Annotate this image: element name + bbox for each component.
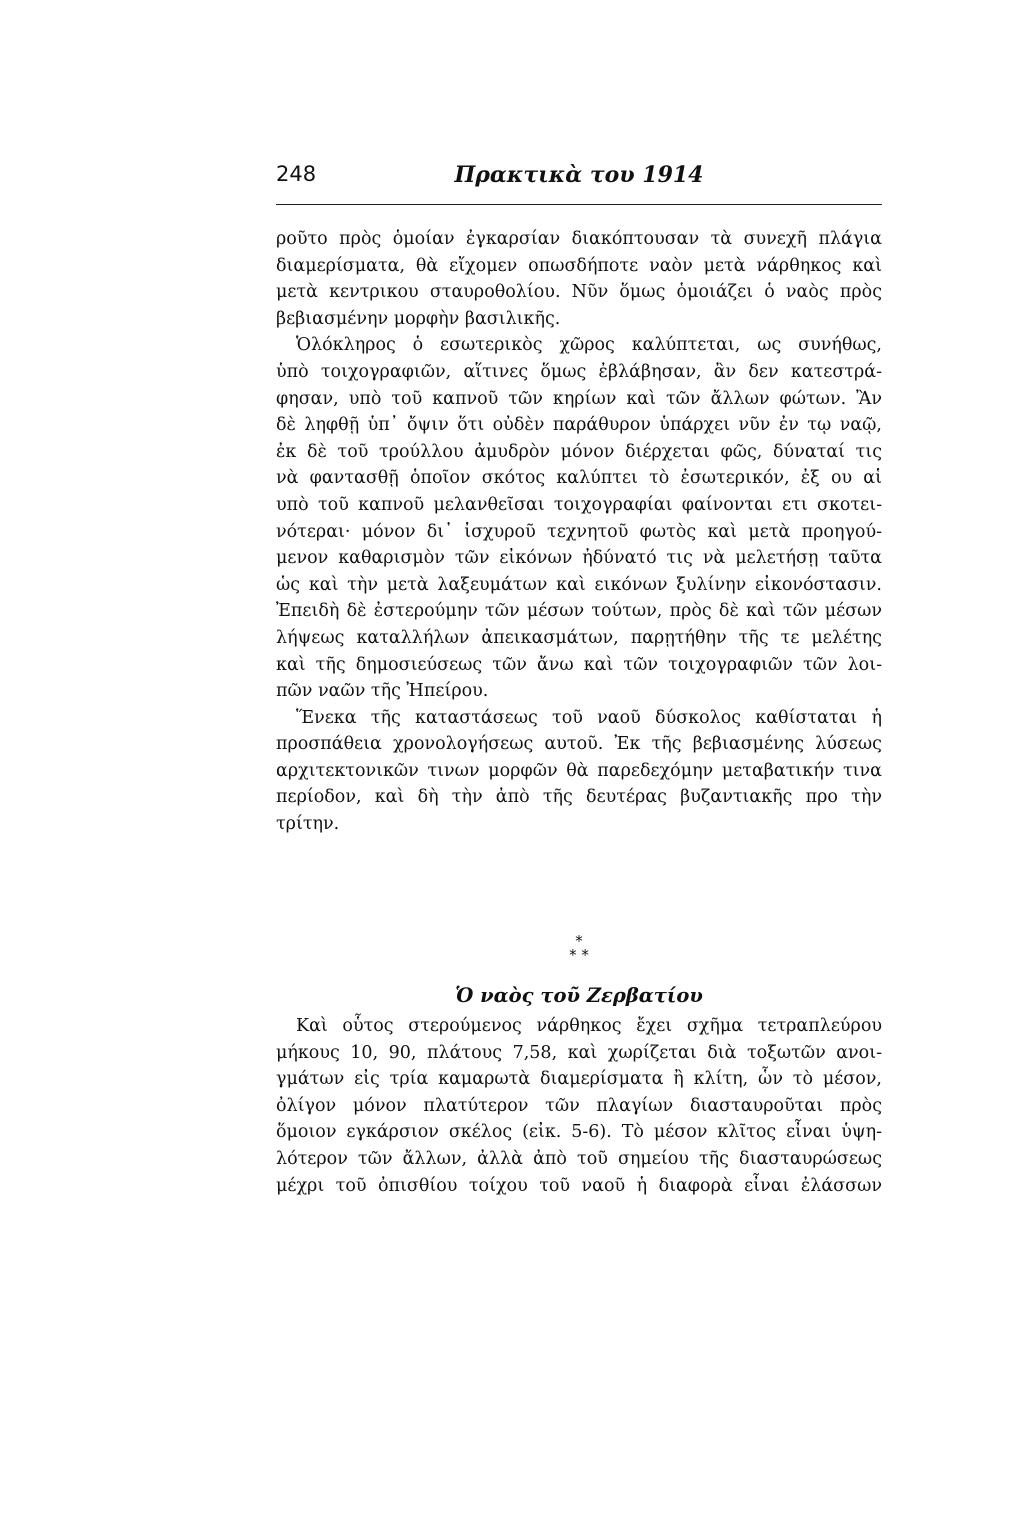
text-line: ὀλίγον μόνον πλατύτερον τῶν πλαγίων διασταυροῦται πρὸς xyxy=(276,1095,882,1116)
text-line: βεβιασμένην μορφὴν βασιλικῆς. xyxy=(276,308,561,329)
text-line: Καὶ οὗτος στερούμενος νάρθηκος ἔχει σχῆμα τετραπλεύρου xyxy=(296,1016,882,1036)
text-line: ὅμοιον εγκάρσιον σκέλος (εἰκ. 5-6). Τὸ μέσον κλῖτος εἶναι ὑψη- xyxy=(276,1122,882,1143)
separator-star-top: * xyxy=(575,932,583,950)
page-header xyxy=(276,162,882,198)
text-line: γμάτων εἰς τρία καμαρωτὰ διαμερίσματα ἢ κλίτη, ὧν τὸ μέσον, xyxy=(276,1069,882,1090)
text-line: αρχιτεκτονικῶν τινων μορφῶν θὰ παρεδεχόμην μεταβατικήν τινα xyxy=(276,760,882,781)
body-text xyxy=(276,226,882,838)
page-number: 248 xyxy=(276,162,317,186)
text-line: φησαν, υπὸ τοῦ καπνοῦ τῶν κηρίων καὶ τῶν ἄλλων φώτων. Ἂν xyxy=(276,388,882,409)
header-rule xyxy=(276,204,882,205)
text-line: καὶ τῆς δημοσιεύσεως τῶν ἄνω καὶ τῶν τοιχογραφιῶν τῶν λοι- xyxy=(276,654,882,675)
text-line: υπὸ τοῦ καπνοῦ μελανθεῖσαι τοιχογραφίαι φαίνονται ετι σκοτει- xyxy=(276,494,882,515)
text-line: δὲ ληφθῇ ὑπ᾿ ὄψιν ὅτι οὐδὲν παράθυρον ὑπάρχει νῦν ἐν τῳ ναῷ, xyxy=(276,415,882,436)
text-line: μετὰ κεντρικου σταυροθολίου. Νῦν ὅμως ὁμοιάζει ὁ ναὸς πρὸς xyxy=(276,282,882,303)
separator-stars-bottom: * * xyxy=(569,946,589,964)
text-line: λήψεως καταλλήλων ἀπεικασμάτων, παρῃτήθην τῆς τε μελέτης xyxy=(276,627,882,648)
text-line: μήκους 10, 90, πλάτους 7,58, καὶ χωρίζεται διὰ τοξωτῶν ανοι- xyxy=(276,1042,882,1063)
text-line: μενον καθαρισμὸν τῶν εἰκόνων ἠδύνατό τις νὰ μελετήσῃ ταῦτα xyxy=(276,548,882,569)
text-line: μέχρι τοῦ ὀπισθίου τοίχου τοῦ ναοῦ ἡ διαφορὰ εἶναι ἐλάσσων xyxy=(276,1175,882,1196)
text-line: προσπάθεια χρονολογήσεως αυτοῦ. Ἐκ τῆς βεβιασμένης λύσεως xyxy=(276,734,882,755)
text-line: τρίτην. xyxy=(276,814,340,835)
text-line: ὑπὸ τοιχογραφιῶν, αἵτινες ὅμως ἐβλάβησαν, ἂν δεν κατεστρά- xyxy=(276,361,882,382)
text-line: νὰ φαντασθῇ ὁποῖον σκότος καλύπτει τὸ ἐσωτερικόν, ἐξ ου αἱ xyxy=(276,468,882,489)
text-line: ὡς καὶ τὴν μετὰ λαξευμάτων καὶ εικόνων ξυλίνην εἰκονόστασιν. xyxy=(276,574,882,595)
text-line: ροῦτο πρὸς ὁμοίαν ἐγκαρσίαν διακόπτουσαν τὰ συνεχῆ πλάγια xyxy=(276,229,882,249)
text-line: Ἕνεκα τῆς καταστάσεως τοῦ ναοῦ δύσκολος καθίσταται ἡ xyxy=(296,707,882,728)
section-title: Ὁ ναὸς τοῦ Ζερβατίου xyxy=(455,984,703,1007)
text-line: πῶν ναῶν τῆς Ἠπείρου. xyxy=(276,681,489,702)
running-title: Πρακτικὰ του 1914 xyxy=(454,162,704,188)
text-line: ἐκ δὲ τοῦ τρούλλου ἀμυδρὸν μόνον διέρχεται φῶς, δύναταί τις xyxy=(276,441,882,462)
text-line: Ἐπειδὴ δὲ ἐστερούμην τῶν μέσων τούτων, πρὸς δὲ καὶ τῶν μέσων xyxy=(276,601,882,622)
text-line: νότεραι· μόνον δι᾿ ἰσχυροῦ τεχνητοῦ φωτὸς καὶ μετὰ προηγού- xyxy=(276,521,882,542)
section-separator xyxy=(276,934,882,962)
section-body-text xyxy=(276,1013,882,1199)
text-line: Ὁλόκληρος ὁ εσωτερικὸς χῶρος καλύπτεται, ως συνήθως, xyxy=(296,335,882,356)
text-line: περίοδον, καὶ δὴ τὴν ἀπὸ τῆς δευτέρας βυζαντιακῆς προ τὴν xyxy=(276,787,882,808)
text-line: λότερον τῶν ἄλλων, ἀλλὰ ἀπὸ τοῦ σημείου τῆς διασταυρώσεως xyxy=(276,1148,882,1169)
text-line: διαμερίσματα, θὰ εἴχομεν οπωσδήποτε ναὸν μετὰ νάρθηκος καὶ xyxy=(276,255,882,276)
